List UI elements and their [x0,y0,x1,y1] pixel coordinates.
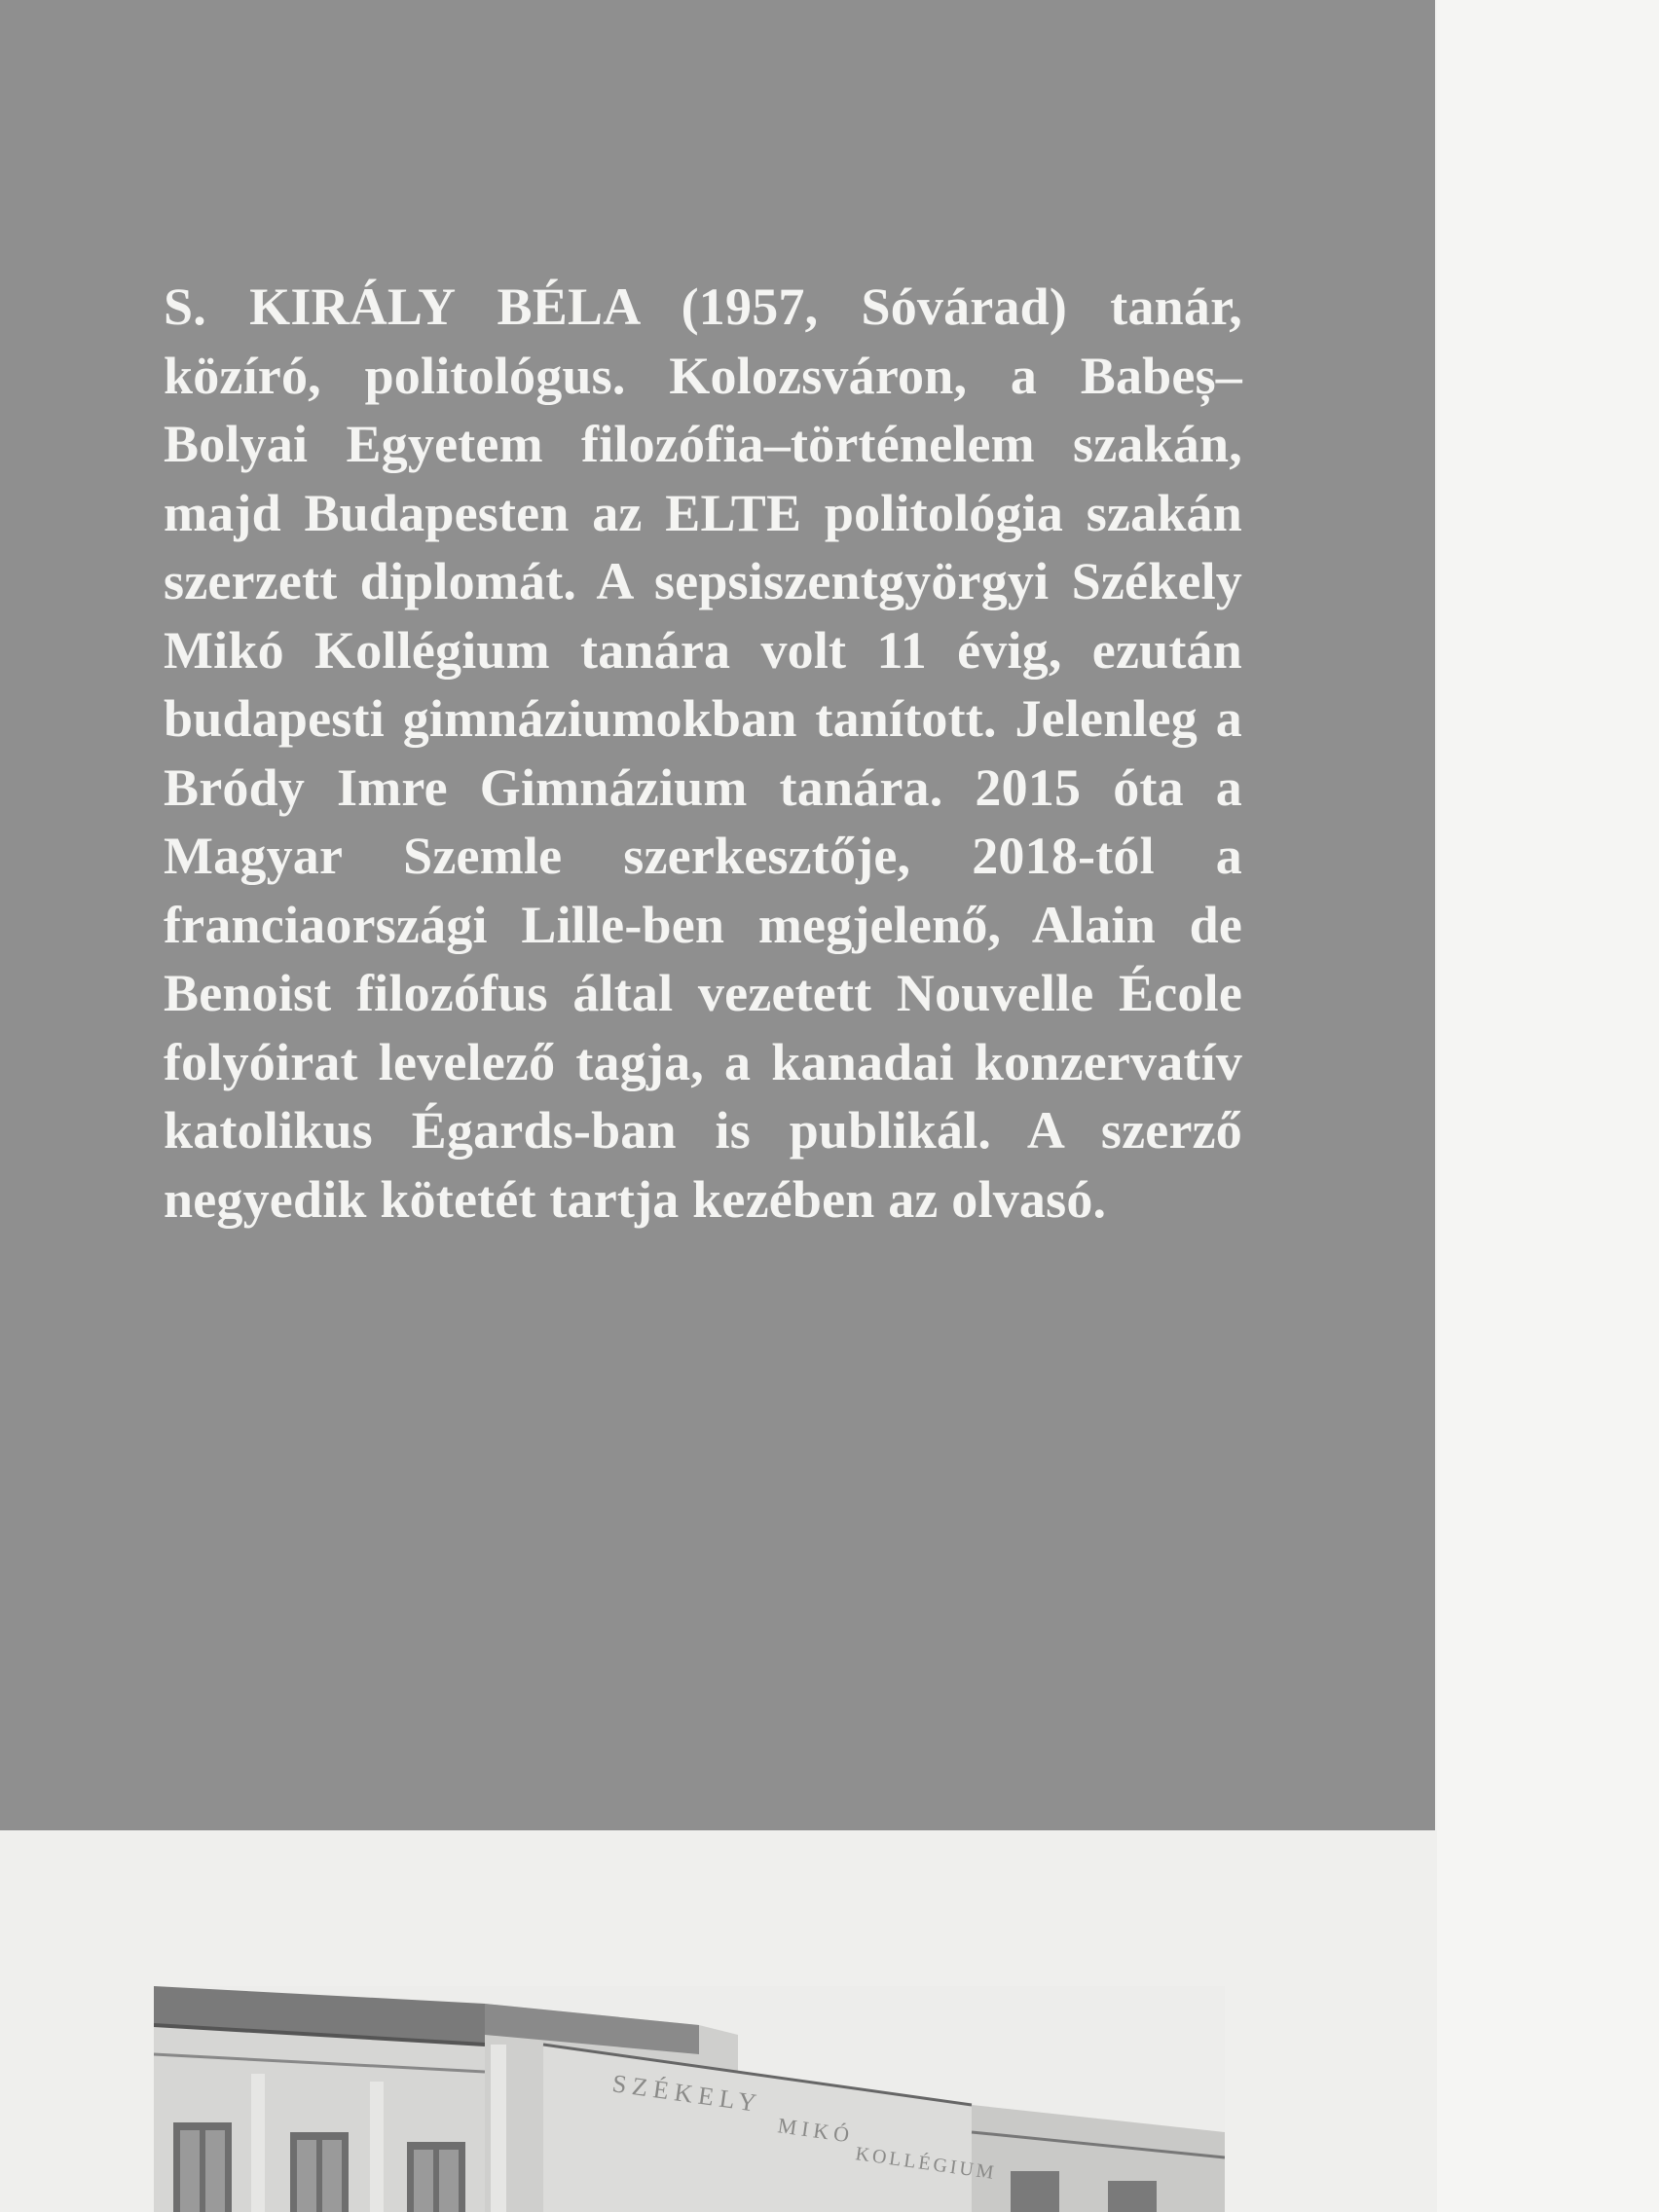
sign-text-miko: MIKÓ [776,2113,856,2148]
gray-cover-panel-edge [0,1791,1423,1830]
sign-text-kollegium: KOLLÉGIUM [854,2143,998,2185]
page-right-margin [1437,0,1659,2212]
author-biography: S. KIRÁLY BÉLA (1957, Sóvárad) tanár, közíró, politológus. Kolozsváron, a Babeș–Bolyai Egyetem filozófia–történelem szakán, majd Budapesten az ELTE politológia szakán szerzett diplomát. A sepsiszentgyörgyi Székely Mikó Kollégium tanára volt 11 évig, ezután budapesti gimnáziumokban tanított. Jelenleg a Bródy Imre Gimnázium tanára. 2015 óta a Magyar Szemle szerkesztője, 2018-tól a franciaországi Lille-ben megjelenő, Alain de Benoist filozófus által vezetett Nouvelle École folyóirat levelező tagja, a kanadai konzervatív katolikus Égards-ban is publikál. A szerző negyedik kötetét tartja kezében az olvasó. [164,277,1242,1229]
sign-text-szekely: SZÉKELY [610,2069,764,2119]
szekely-miko-kollegium-building [154,1986,1225,2212]
building-photo [154,1986,1225,2212]
